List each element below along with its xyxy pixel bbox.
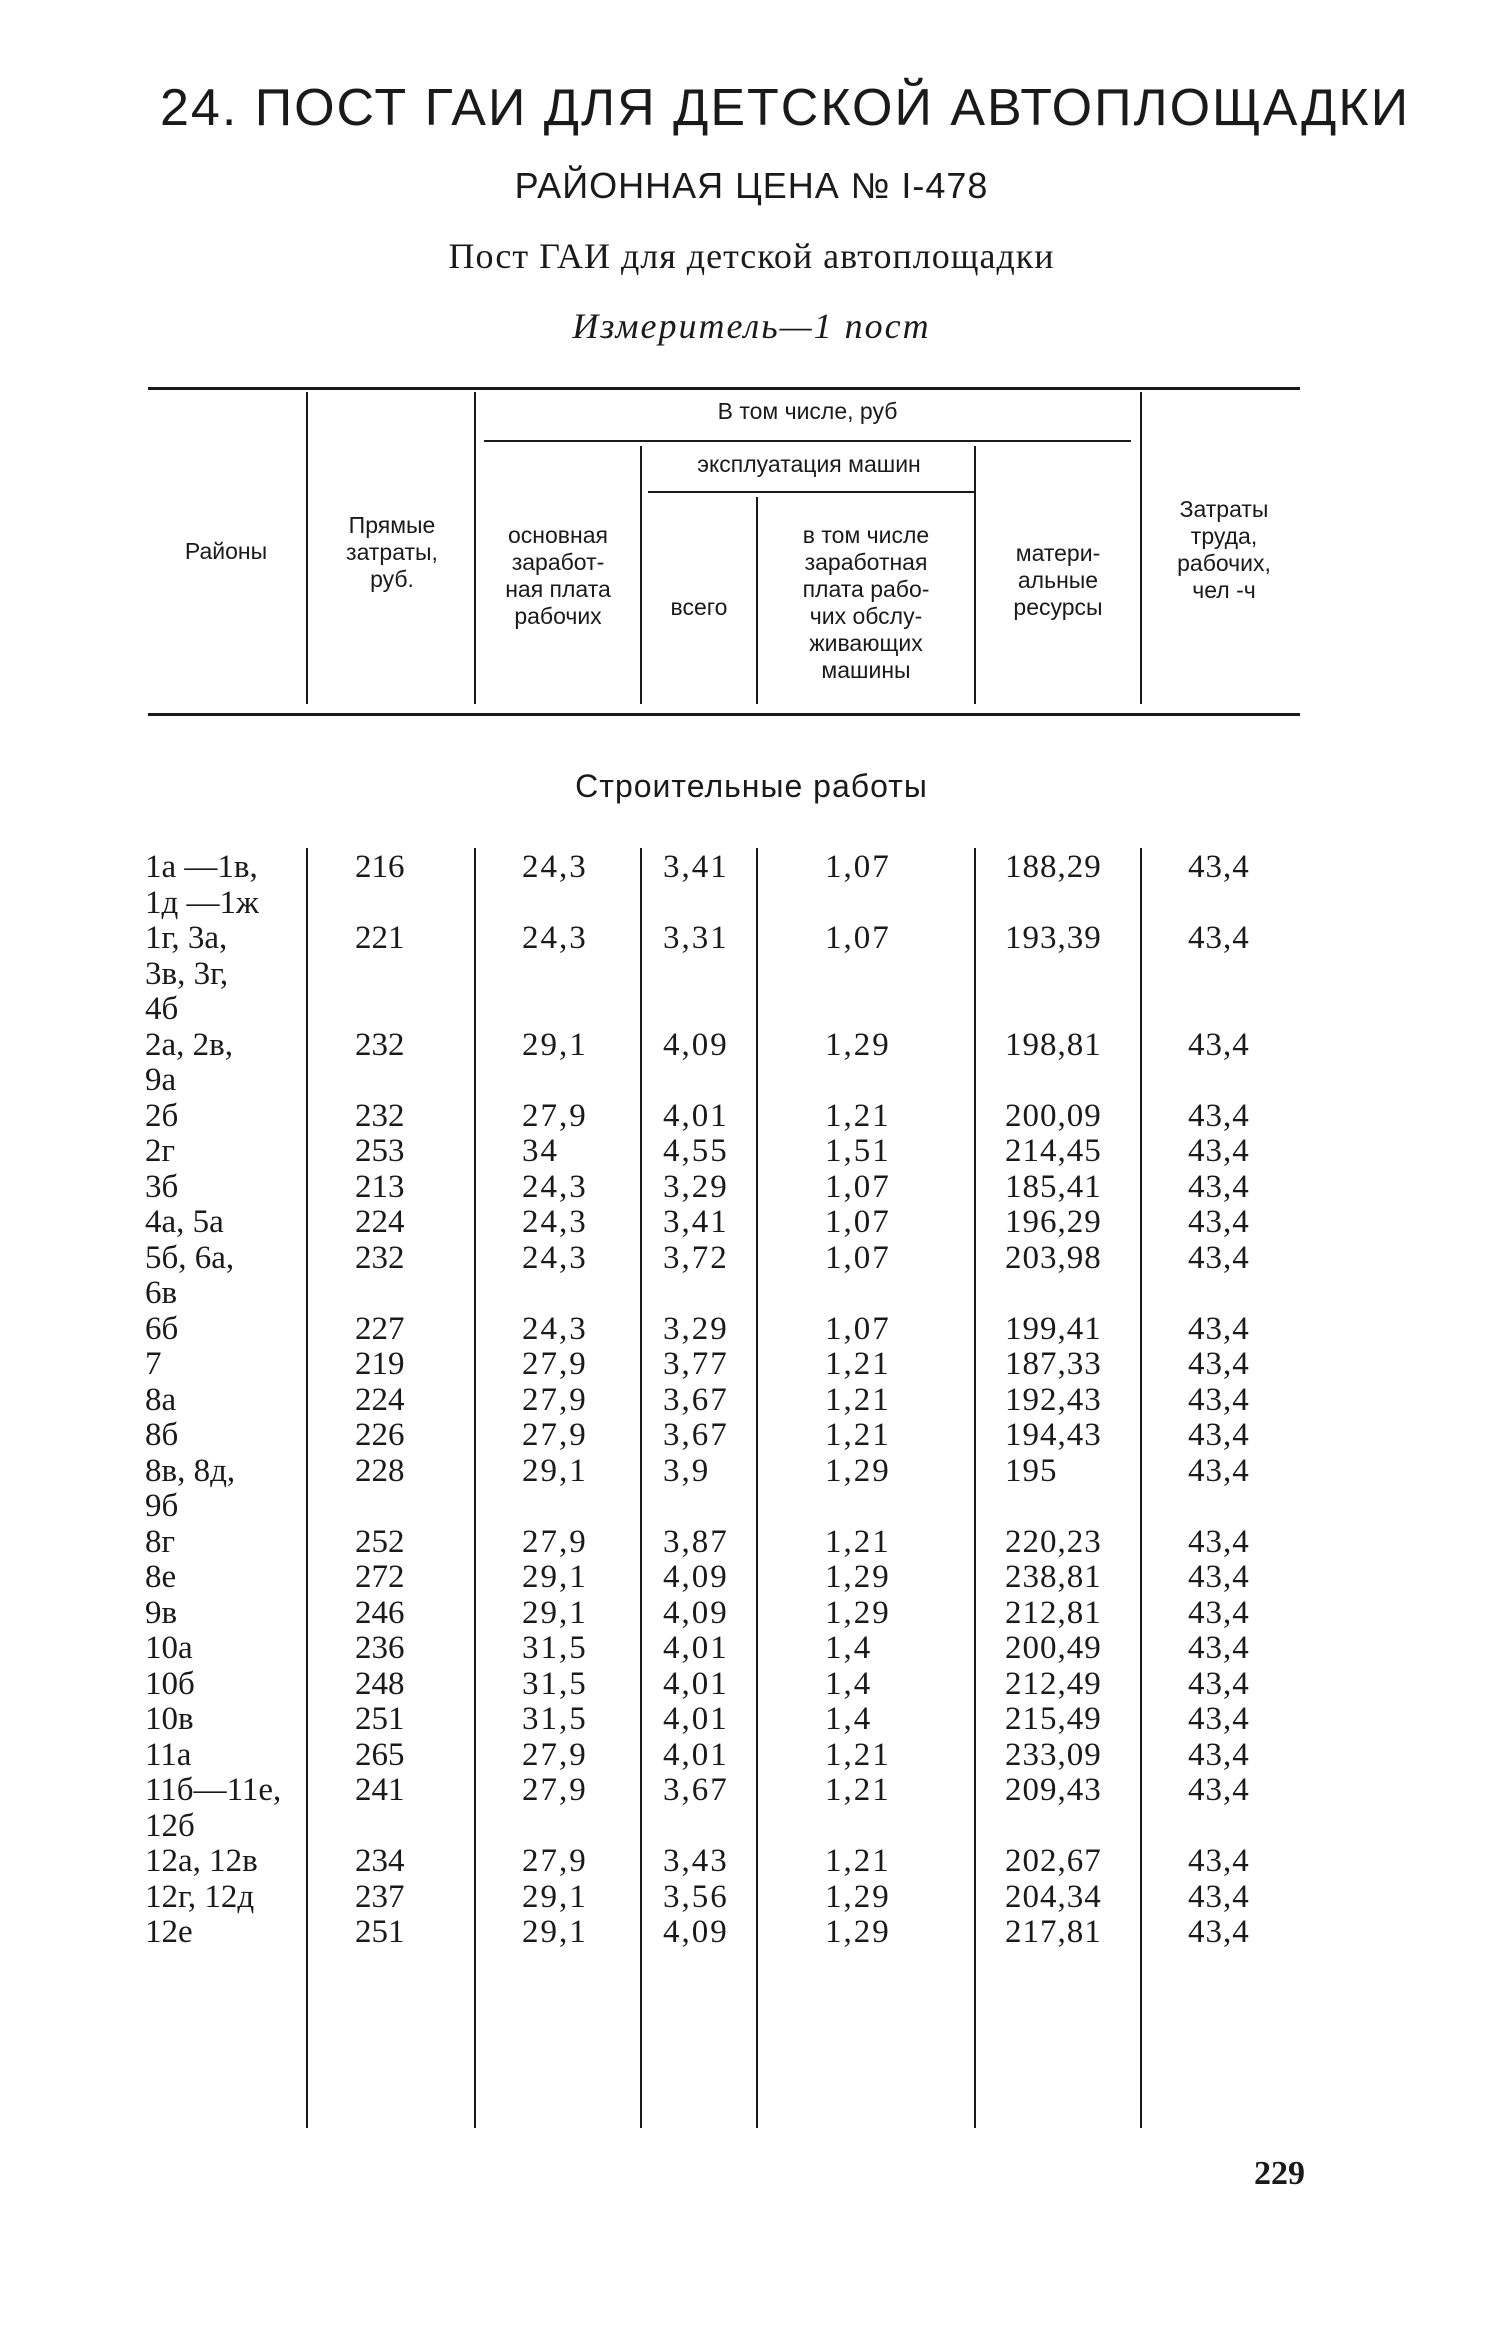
- table-subtitle: Пост ГАИ для детской автоплощадки: [448, 236, 1055, 276]
- region-cell: 12г, 12д: [145, 1878, 255, 1915]
- machine-total-cell: 4,09: [663, 1914, 729, 1950]
- base-wage-cell: 24,3: [522, 849, 588, 885]
- direct-cost-cell: 246: [355, 1594, 405, 1631]
- materials-cell: 187,33: [1005, 1346, 1102, 1382]
- direct-cost-cell: 221: [355, 920, 405, 956]
- machine-wage-cell: 1,07: [825, 1204, 891, 1240]
- base-wage-cell: 24,3: [522, 920, 588, 956]
- header-regions: Районы: [184, 538, 268, 564]
- machine-total-cell: 3,72: [663, 1239, 729, 1276]
- machine-total-cell: 4,09: [663, 1026, 729, 1063]
- machine-total-cell: 4,01: [663, 1630, 729, 1666]
- direct-cost-cell: 251: [355, 1701, 405, 1737]
- materials-cell: 200,49: [1005, 1630, 1102, 1666]
- column-divider: [474, 392, 476, 704]
- base-wage-cell: 29,1: [522, 1594, 588, 1631]
- header-labor: Затраты труда, рабочих, чел -ч: [1177, 496, 1271, 603]
- direct-cost-cell: 232: [355, 1026, 405, 1063]
- page-number: 229: [1254, 2155, 1305, 2192]
- direct-cost-cell: 253: [355, 1133, 405, 1169]
- machine-wage-cell: 1,29: [825, 1452, 891, 1489]
- direct-cost-cell: 227: [355, 1310, 405, 1347]
- machine-total-cell: 4,01: [663, 1736, 729, 1773]
- direct-cost-cell: 216: [355, 849, 405, 885]
- base-wage-cell: 27,9: [522, 1097, 588, 1134]
- direct-cost-cell: 248: [355, 1665, 405, 1702]
- direct-cost-cell: 226: [355, 1417, 405, 1453]
- region-cell: 8в, 8д, 9б: [145, 1452, 236, 1524]
- machine-wage-cell: 1,21: [825, 1097, 891, 1134]
- machine-total-cell: 4,09: [663, 1594, 729, 1631]
- machine-wage-cell: 1,21: [825, 1772, 891, 1808]
- direct-cost-cell: 237: [355, 1878, 405, 1915]
- base-wage-cell: 24,3: [522, 1310, 588, 1347]
- machine-total-cell: 3,43: [663, 1843, 729, 1879]
- price-label: РАЙОННАЯ ЦЕНА № I-478: [514, 165, 989, 206]
- machine-wage-cell: 1,07: [825, 1239, 891, 1276]
- labor-cell: 43,4: [1188, 1772, 1250, 1808]
- region-cell: 12а, 12в: [145, 1843, 258, 1879]
- direct-cost-cell: 232: [355, 1239, 405, 1276]
- direct-cost-cell: 224: [355, 1204, 405, 1240]
- region-cell: 3б: [145, 1168, 179, 1205]
- materials-cell: 204,34: [1005, 1878, 1102, 1915]
- base-wage-cell: 27,9: [522, 1417, 588, 1453]
- column-divider: [306, 392, 308, 704]
- including-underline: [484, 440, 1131, 442]
- base-wage-cell: 31,5: [522, 1701, 588, 1737]
- header-machine-operation: эксплуатация машин: [697, 451, 921, 477]
- measure-unit: Измеритель—1 пост: [572, 306, 931, 346]
- machine-total-cell: 3,77: [663, 1346, 729, 1382]
- region-cell: 1г, 3а, 3в, 3г, 4б: [145, 920, 229, 1027]
- machine-wage-cell: 1,29: [825, 1878, 891, 1915]
- column-divider: [974, 848, 976, 2128]
- machine-total-cell: 3,67: [663, 1417, 729, 1453]
- direct-cost-cell: 265: [355, 1736, 405, 1773]
- labor-cell: 43,4: [1188, 1133, 1250, 1169]
- region-cell: 5б, 6а, 6в: [145, 1239, 235, 1311]
- base-wage-cell: 29,1: [522, 1559, 588, 1595]
- column-divider: [306, 848, 308, 2128]
- materials-cell: 217,81: [1005, 1914, 1102, 1950]
- labor-cell: 43,4: [1188, 1381, 1250, 1418]
- direct-cost-cell: 228: [355, 1452, 405, 1489]
- region-cell: 4а, 5а: [145, 1204, 224, 1240]
- machine-wage-cell: 1,21: [825, 1346, 891, 1382]
- machine-total-cell: 3,67: [663, 1381, 729, 1418]
- region-cell: 9в: [145, 1594, 178, 1631]
- machine-wage-cell: 1,21: [825, 1381, 891, 1418]
- machine-total-cell: 3,41: [663, 1204, 729, 1240]
- labor-cell: 43,4: [1188, 1523, 1250, 1560]
- materials-cell: 220,23: [1005, 1523, 1102, 1560]
- labor-cell: 43,4: [1188, 1097, 1250, 1134]
- labor-cell: 43,4: [1188, 1346, 1250, 1382]
- labor-cell: 43,4: [1188, 1310, 1250, 1347]
- materials-cell: 238,81: [1005, 1559, 1102, 1595]
- column-divider: [756, 497, 758, 704]
- base-wage-cell: 29,1: [522, 1026, 588, 1063]
- region-cell: 8е: [145, 1559, 177, 1595]
- machine-total-cell: 4,55: [663, 1133, 729, 1169]
- materials-cell: 214,45: [1005, 1133, 1102, 1169]
- materials-cell: 196,29: [1005, 1204, 1102, 1240]
- base-wage-cell: 34: [522, 1133, 559, 1169]
- labor-cell: 43,4: [1188, 1736, 1250, 1773]
- materials-cell: 195: [1005, 1452, 1058, 1489]
- machine-wage-cell: 1,29: [825, 1559, 891, 1595]
- labor-cell: 43,4: [1188, 920, 1250, 956]
- labor-cell: 43,4: [1188, 1417, 1250, 1453]
- machine-wage-cell: 1,07: [825, 1310, 891, 1347]
- labor-cell: 43,4: [1188, 849, 1250, 885]
- materials-cell: 194,43: [1005, 1417, 1102, 1453]
- machine-total-cell: 4,01: [663, 1701, 729, 1737]
- column-divider: [474, 848, 476, 2128]
- direct-cost-cell: 219: [355, 1346, 405, 1382]
- machine-wage-cell: 1,21: [825, 1843, 891, 1879]
- region-cell: 11б—11е, 12б: [145, 1772, 282, 1844]
- materials-cell: 200,09: [1005, 1097, 1102, 1134]
- machine-total-cell: 3,56: [663, 1878, 729, 1915]
- column-divider: [1140, 848, 1142, 2128]
- machine-wage-cell: 1,07: [825, 849, 891, 885]
- materials-cell: 188,29: [1005, 849, 1102, 885]
- region-cell: 10а: [145, 1630, 193, 1666]
- machine-total-cell: 3,29: [663, 1310, 729, 1347]
- region-cell: 10в: [145, 1701, 194, 1737]
- materials-cell: 212,49: [1005, 1665, 1102, 1702]
- machine-wage-cell: 1,07: [825, 920, 891, 956]
- region-cell: 2б: [145, 1097, 179, 1134]
- header-bottom-rule: [148, 713, 1300, 716]
- column-divider: [756, 848, 758, 2128]
- region-cell: 12е: [145, 1914, 193, 1950]
- machine-wage-cell: 1,51: [825, 1133, 891, 1169]
- labor-cell: 43,4: [1188, 1026, 1250, 1063]
- region-cell: 11а: [145, 1736, 192, 1773]
- section-title: Строительные работы: [575, 768, 928, 804]
- header-materials: матери- альные ресурсы: [1013, 540, 1103, 620]
- machines-underline: [648, 491, 974, 493]
- machine-wage-cell: 1,29: [825, 1914, 891, 1950]
- direct-cost-cell: 232: [355, 1097, 405, 1134]
- direct-cost-cell: 252: [355, 1523, 405, 1560]
- base-wage-cell: 29,1: [522, 1878, 588, 1915]
- labor-cell: 43,4: [1188, 1701, 1250, 1737]
- direct-cost-cell: 234: [355, 1843, 405, 1879]
- page-title: 24. ПОСТ ГАИ ДЛЯ ДЕТСКОЙ АВТОПЛОЩАДКИ: [160, 79, 1411, 137]
- direct-cost-cell: 236: [355, 1630, 405, 1666]
- column-divider: [974, 446, 976, 704]
- region-cell: 10б: [145, 1665, 195, 1702]
- machine-wage-cell: 1,21: [825, 1523, 891, 1560]
- labor-cell: 43,4: [1188, 1239, 1250, 1276]
- materials-cell: 209,43: [1005, 1772, 1102, 1808]
- direct-cost-cell: 213: [355, 1168, 405, 1205]
- materials-cell: 193,39: [1005, 920, 1102, 956]
- base-wage-cell: 31,5: [522, 1630, 588, 1666]
- column-divider: [640, 446, 642, 704]
- machine-wage-cell: 1,29: [825, 1594, 891, 1631]
- direct-cost-cell: 251: [355, 1914, 405, 1950]
- machine-wage-cell: 1,21: [825, 1736, 891, 1773]
- region-cell: 8а: [145, 1381, 177, 1418]
- region-cell: 8г: [145, 1523, 176, 1560]
- base-wage-cell: 27,9: [522, 1346, 588, 1382]
- header-base-wage: основная заработ- ная плата рабочих: [505, 522, 611, 629]
- base-wage-cell: 31,5: [522, 1665, 588, 1702]
- base-wage-cell: 29,1: [522, 1914, 588, 1950]
- header-machine-wage: в том числе заработная плата рабо- чих обслу- живающих машины: [802, 522, 930, 683]
- region-cell: 6б: [145, 1310, 179, 1347]
- direct-cost-cell: 224: [355, 1381, 405, 1418]
- materials-cell: 199,41: [1005, 1310, 1102, 1347]
- machine-total-cell: 3,87: [663, 1523, 729, 1560]
- labor-cell: 43,4: [1188, 1630, 1250, 1666]
- machine-total-cell: 3,29: [663, 1168, 729, 1205]
- region-cell: 8б: [145, 1417, 179, 1453]
- base-wage-cell: 27,9: [522, 1523, 588, 1560]
- column-divider: [640, 848, 642, 2128]
- materials-cell: 198,81: [1005, 1026, 1102, 1063]
- materials-cell: 233,09: [1005, 1736, 1102, 1773]
- machine-wage-cell: 1,4: [825, 1701, 873, 1737]
- base-wage-cell: 24,3: [522, 1204, 588, 1240]
- header-top-rule: [148, 387, 1300, 390]
- base-wage-cell: 27,9: [522, 1843, 588, 1879]
- header-total: всего: [670, 594, 728, 620]
- machine-total-cell: 3,41: [663, 849, 729, 885]
- materials-cell: 212,81: [1005, 1594, 1102, 1631]
- labor-cell: 43,4: [1188, 1878, 1250, 1915]
- labor-cell: 43,4: [1188, 1665, 1250, 1702]
- labor-cell: 43,4: [1188, 1843, 1250, 1879]
- machine-wage-cell: 1,07: [825, 1168, 891, 1205]
- materials-cell: 202,67: [1005, 1843, 1102, 1879]
- materials-cell: 192,43: [1005, 1381, 1102, 1418]
- region-cell: 2г: [145, 1133, 176, 1169]
- region-cell: 7: [145, 1346, 162, 1382]
- machine-total-cell: 4,01: [663, 1665, 729, 1702]
- labor-cell: 43,4: [1188, 1452, 1250, 1489]
- labor-cell: 43,4: [1188, 1594, 1250, 1631]
- machine-total-cell: 3,9: [663, 1452, 711, 1489]
- base-wage-cell: 27,9: [522, 1381, 588, 1418]
- materials-cell: 203,98: [1005, 1239, 1102, 1276]
- machine-total-cell: 3,31: [663, 920, 729, 956]
- labor-cell: 43,4: [1188, 1204, 1250, 1240]
- machine-wage-cell: 1,4: [825, 1665, 873, 1702]
- region-cell: 2а, 2в, 9а: [145, 1026, 233, 1098]
- materials-cell: 215,49: [1005, 1701, 1102, 1737]
- labor-cell: 43,4: [1188, 1168, 1250, 1205]
- base-wage-cell: 24,3: [522, 1168, 588, 1205]
- machine-wage-cell: 1,4: [825, 1630, 873, 1666]
- region-cell: 1а —1в, 1д —1ж: [145, 849, 259, 921]
- direct-cost-cell: 272: [355, 1559, 405, 1595]
- direct-cost-cell: 241: [355, 1772, 405, 1808]
- column-divider: [1140, 392, 1142, 704]
- header-direct-costs: Прямые затраты, руб.: [346, 512, 438, 592]
- base-wage-cell: 24,3: [522, 1239, 588, 1276]
- materials-cell: 185,41: [1005, 1168, 1102, 1205]
- machine-total-cell: 4,01: [663, 1097, 729, 1134]
- base-wage-cell: 29,1: [522, 1452, 588, 1489]
- machine-wage-cell: 1,21: [825, 1417, 891, 1453]
- base-wage-cell: 27,9: [522, 1772, 588, 1808]
- labor-cell: 43,4: [1188, 1914, 1250, 1950]
- base-wage-cell: 27,9: [522, 1736, 588, 1773]
- machine-total-cell: 4,09: [663, 1559, 729, 1595]
- machine-total-cell: 3,67: [663, 1772, 729, 1808]
- labor-cell: 43,4: [1188, 1559, 1250, 1595]
- machine-wage-cell: 1,29: [825, 1026, 891, 1063]
- header-including: В том числе, руб: [717, 398, 898, 424]
